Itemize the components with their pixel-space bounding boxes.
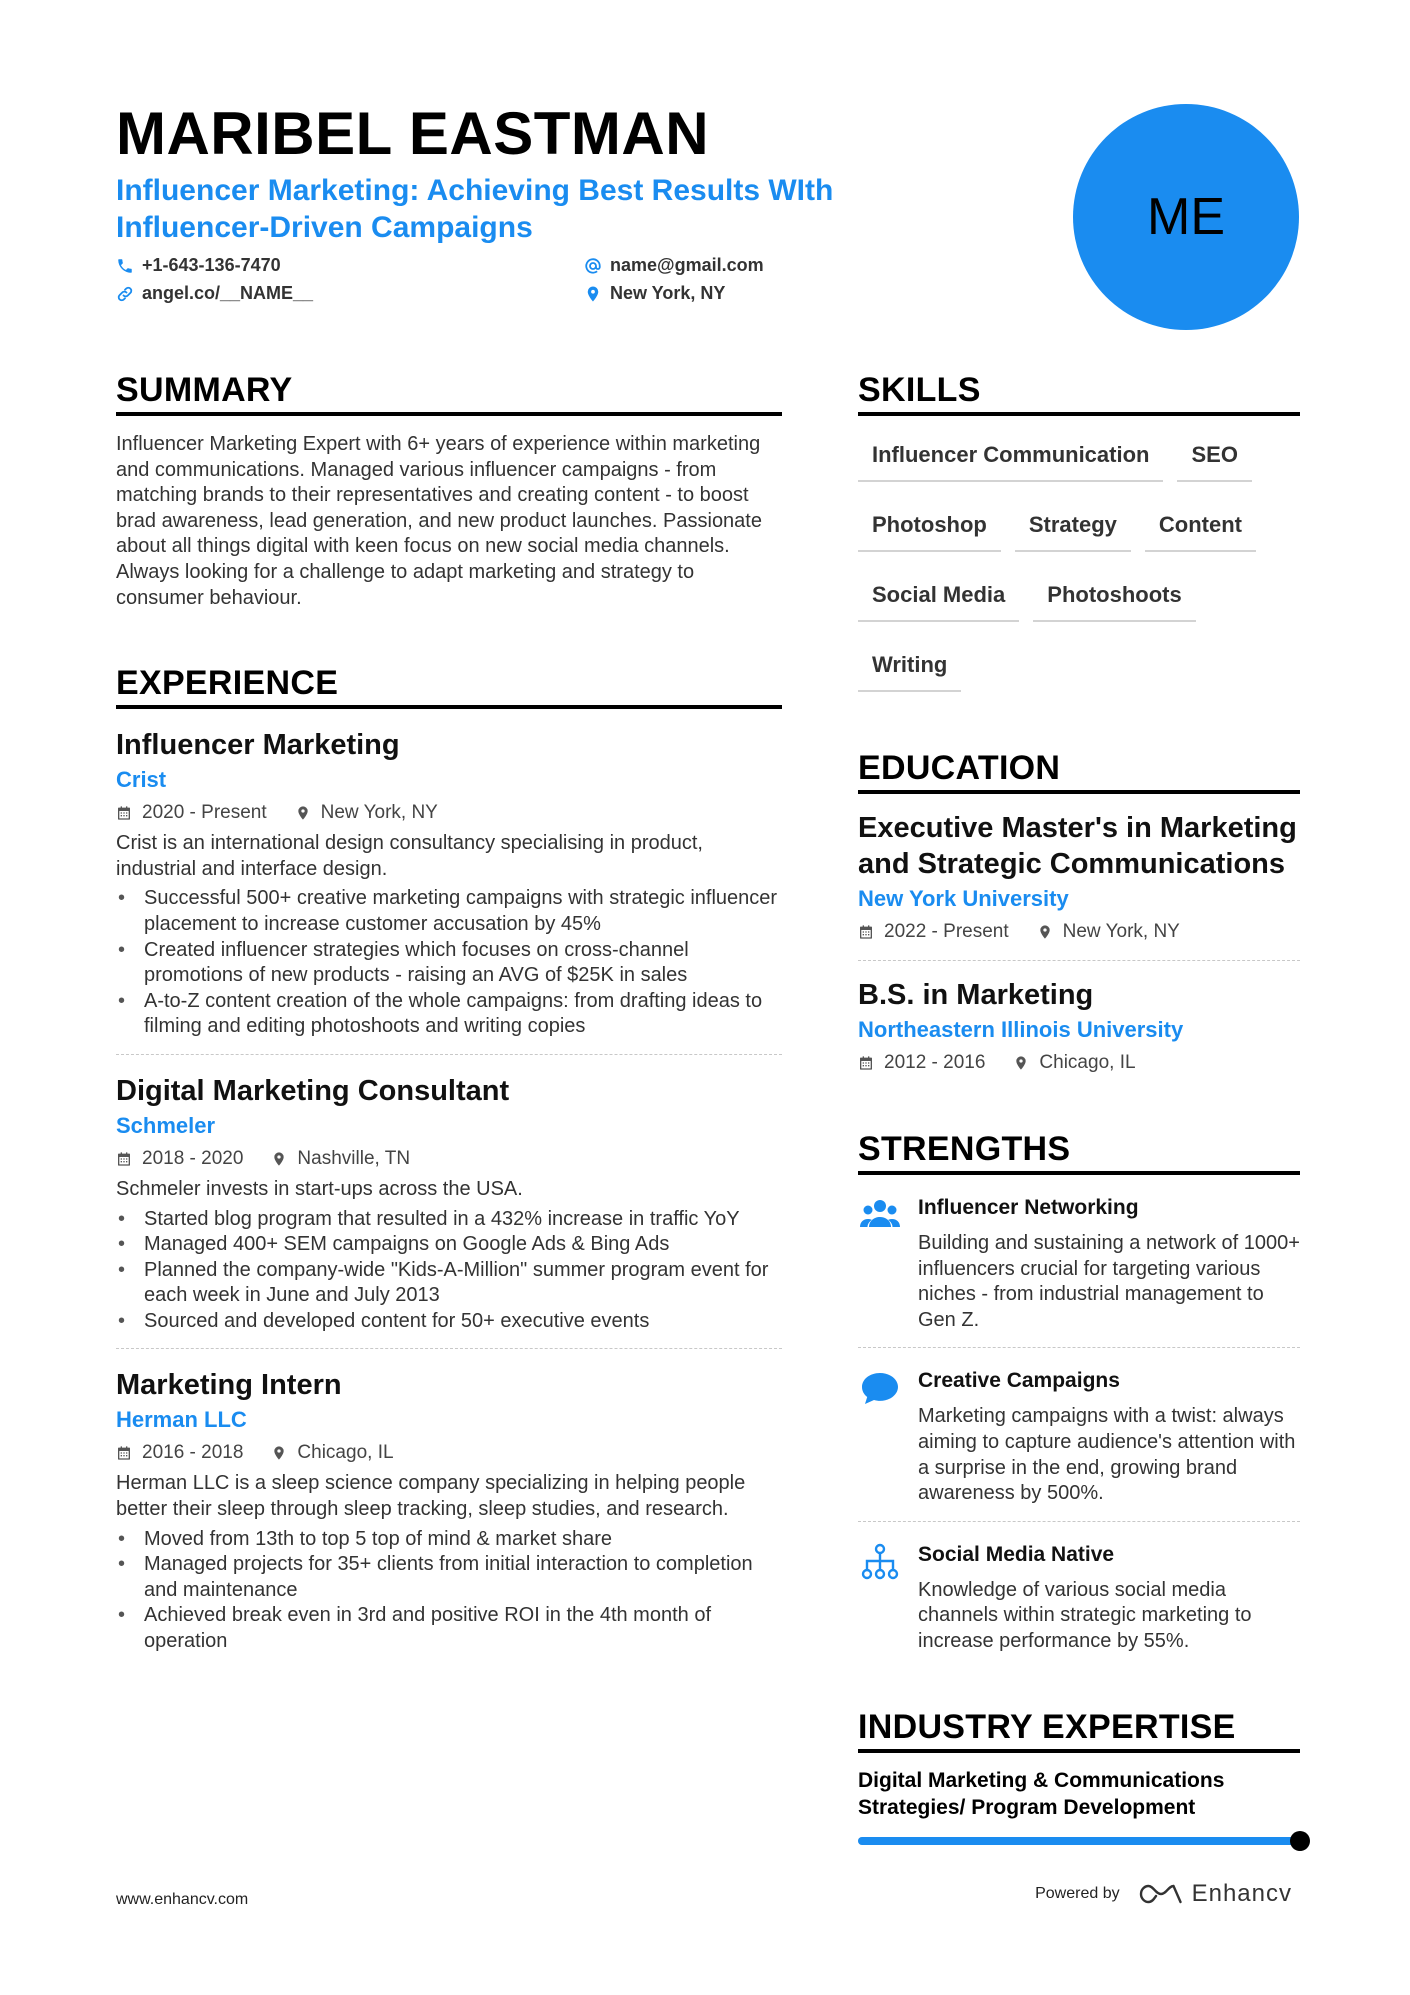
- location-text: New York, NY: [320, 802, 438, 824]
- experience-list: [116, 709, 782, 1668]
- date-range: [858, 918, 1009, 946]
- date-range: [858, 1049, 985, 1077]
- candidate-name: MARIBEL EASTMAN: [116, 100, 710, 167]
- location-pin-icon: [1037, 924, 1053, 940]
- strength-description: Knowledge of various social media channels within strategic marketing to increase performance by 55%.: [918, 1578, 1252, 1652]
- expertise-level-bar: [858, 1837, 1300, 1845]
- footer-branding[interactable]: [1035, 1880, 1292, 1908]
- strength-description: Building and sustaining a network of 1000+ influencers crucial for targeting various niches - from industrial management to Gen Z.: [918, 1232, 1300, 1331]
- contact-link[interactable]: [116, 283, 313, 304]
- skills-title: SKILLS: [858, 370, 1300, 416]
- calendar-icon: [858, 1055, 874, 1071]
- skill-tag: SEO: [1177, 428, 1251, 482]
- location-pin-icon: [271, 1445, 287, 1461]
- at-icon: [584, 257, 602, 275]
- footer-site[interactable]: www.enhancv.com: [116, 1891, 249, 1908]
- expertise-label: Digital Marketing & Communications Strategies/ Program Development: [858, 1768, 1225, 1819]
- industry-expertise-list: [858, 1767, 1300, 1845]
- location-pin-icon: [584, 285, 602, 303]
- meta-row: [116, 1439, 782, 1467]
- job-title: Influencer Marketing: [116, 729, 400, 762]
- skill-tag: Content: [1145, 498, 1256, 552]
- date-text: 2012 - 2016: [884, 1052, 986, 1073]
- date-range: [116, 1145, 243, 1173]
- skill-tag: Influencer Communication: [858, 428, 1163, 482]
- skill-tag: Writing: [858, 638, 961, 692]
- location: [1013, 1049, 1135, 1077]
- strength-title: Social Media Native: [918, 1542, 1115, 1566]
- education-list: [858, 794, 1300, 1091]
- achievement-item: • Achieved break even in 3rd and positive ROI in the 4th month of operation: [116, 1603, 782, 1654]
- experience-entry: [116, 1349, 782, 1668]
- location: [271, 1439, 393, 1467]
- summary-section: [116, 370, 782, 611]
- achievement-item: • Started blog program that resulted in a 432% increase in traffic YoY: [116, 1207, 782, 1233]
- skill-tag: Strategy: [1015, 498, 1131, 552]
- location: [1037, 918, 1180, 946]
- skill-tag: Photoshop: [858, 498, 1001, 552]
- expertise-level-fill: [858, 1837, 1300, 1845]
- achievement-item: • Managed 400+ SEM campaigns on Google Ads & Bing Ads: [116, 1232, 782, 1258]
- achievement-item: • A-to-Z content creation of the whole campaigns: from drafting ideas to filming and editing photoshoots and writing copies: [116, 989, 782, 1040]
- expertise-entry: [858, 1767, 1300, 1845]
- location-text: Nashville, TN: [297, 1147, 411, 1169]
- experience-entry: [116, 1055, 782, 1350]
- enhancv-logo-icon: [1138, 1882, 1184, 1906]
- education-entry: [858, 794, 1300, 961]
- link-text: angel.co/__NAME__: [142, 283, 314, 303]
- job-title: Digital Marketing Consultant: [116, 1074, 510, 1107]
- enhancv-logo: [1138, 1880, 1292, 1908]
- contact-email[interactable]: [584, 255, 764, 276]
- meta-row: [858, 1049, 1300, 1077]
- left-column: [116, 370, 782, 1669]
- date-text: 2018 - 2020: [142, 1147, 244, 1169]
- location-text: New York, NY: [1062, 921, 1180, 942]
- strength-description: Marketing campaigns with a twist: always aiming to capture audience's attention with a surprise in the end, growing brand awareness by 500%.: [918, 1405, 1296, 1505]
- experience-section: [116, 663, 782, 1668]
- strength-title: Influencer Networking: [918, 1196, 1139, 1219]
- company-description: Crist is an international design consultancy specialising in product, industrial and interface design.: [116, 832, 703, 880]
- avatar-initials: ME: [1147, 188, 1225, 246]
- experience-entry: [116, 709, 782, 1055]
- industry-expertise-title: INDUSTRY EXPERTISE: [858, 1707, 1300, 1753]
- achievement-item: • Moved from 13th to top 5 top of mind & market share: [116, 1527, 782, 1553]
- achievement-item: • Successful 500+ creative marketing campaigns with strategic influencer placement to increase customer accusation by 45%: [116, 886, 782, 937]
- meta-row: [116, 1145, 782, 1173]
- achievement-item: • Sourced and developed content for 50+ executive events: [116, 1309, 782, 1335]
- calendar-icon: [116, 1151, 132, 1167]
- date-text: 2022 - Present: [884, 921, 1009, 942]
- location: [271, 1145, 410, 1173]
- phone-text: +1-643-136-7470: [142, 255, 281, 275]
- skills-section: [858, 370, 1300, 708]
- location-text: Chicago, IL: [297, 1442, 394, 1464]
- strength-entry: [858, 1522, 1300, 1669]
- phone-icon: [116, 257, 134, 275]
- location-text: New York, NY: [610, 283, 726, 303]
- summary-text: Influencer Marketing Expert with 6+ years of experience within marketing and communications. Managed various influencer campaigns - from matching brands to their representatives and creating content - to boost brad awareness, lead generation, and new product launches. Passionate about all things digital with keen focus on new social media channels. Always looking for a challenge to adapt marketing and strategy to consumer behaviour.: [116, 433, 762, 609]
- achievement-item: • Planned the company-wide "Kids-A-Million" summer program event for each week in June and July 2013: [116, 1258, 782, 1309]
- users-icon: [860, 1195, 900, 1235]
- location-pin-icon: [271, 1151, 287, 1167]
- company-description: Schmeler invests in start-ups across the USA.: [116, 1177, 523, 1200]
- date-range: [116, 1439, 243, 1467]
- school-name[interactable]: Northeastern Illinois University: [858, 1017, 1184, 1042]
- job-title: Marketing Intern: [116, 1369, 342, 1402]
- degree-title: B.S. in Marketing: [858, 979, 1094, 1011]
- achievement-list: [116, 1207, 782, 1335]
- speech-bubble-icon: [860, 1368, 900, 1408]
- avatar: [1073, 104, 1299, 330]
- link-icon: [116, 285, 134, 303]
- powered-by-text: Powered by: [1035, 1885, 1120, 1902]
- company-name[interactable]: Herman LLC: [116, 1407, 247, 1433]
- email-text: name@gmail.com: [610, 255, 764, 275]
- skills-list: [858, 428, 1300, 708]
- industry-expertise-section: [858, 1707, 1300, 1845]
- strength-title: Creative Campaigns: [918, 1369, 1120, 1393]
- strengths-section: [858, 1129, 1300, 1669]
- strength-entry: [858, 1348, 1300, 1521]
- brand-name: Enhancv: [1191, 1880, 1292, 1907]
- education-section: [858, 748, 1300, 1091]
- contact-location: [584, 283, 725, 304]
- date-range: [116, 799, 267, 827]
- expertise-level-knob: [1290, 1831, 1310, 1851]
- experience-title: EXPERIENCE: [116, 663, 782, 709]
- achievement-item: • Managed projects for 35+ clients from initial interaction to completion and maintenance: [116, 1552, 782, 1603]
- education-title: EDUCATION: [858, 748, 1300, 794]
- strength-entry: [858, 1175, 1300, 1348]
- education-entry: [858, 961, 1300, 1091]
- school-name[interactable]: New York University: [858, 886, 1069, 911]
- calendar-icon: [116, 805, 132, 821]
- date-text: 2016 - 2018: [142, 1442, 244, 1464]
- candidate-headline: Influencer Marketing: Achieving Best Results WIth Influencer-Driven Campaigns: [116, 174, 834, 244]
- contact-phone[interactable]: [116, 255, 281, 276]
- strengths-list: [858, 1175, 1300, 1669]
- location-pin-icon: [1013, 1055, 1029, 1071]
- strengths-title: STRENGTHS: [858, 1129, 1300, 1175]
- company-name[interactable]: Crist: [116, 767, 167, 793]
- achievement-list: [116, 886, 782, 1040]
- company-name[interactable]: Schmeler: [116, 1112, 216, 1138]
- calendar-icon: [858, 924, 874, 940]
- summary-title: SUMMARY: [116, 370, 782, 416]
- meta-row: [858, 918, 1300, 946]
- location-pin-icon: [295, 805, 311, 821]
- network-icon: [860, 1542, 900, 1582]
- degree-title: Executive Master's in Marketing and Strategic Communications: [858, 812, 1297, 880]
- achievement-item: • Created influencer strategies which focuses on cross-channel promotions of new products - raising an AVG of $25K in sales: [116, 938, 782, 989]
- skill-tag: Photoshoots: [1033, 568, 1195, 622]
- company-description: Herman LLC is a sleep science company specializing in helping people better their sleep through sleep tracking, sleep studies, and research.: [116, 1472, 746, 1521]
- skill-tag: Social Media: [858, 568, 1019, 622]
- calendar-icon: [116, 1445, 132, 1461]
- date-text: 2020 - Present: [142, 802, 267, 824]
- achievement-list: [116, 1527, 782, 1655]
- location: [295, 799, 438, 827]
- meta-row: [116, 799, 782, 827]
- right-column: [858, 370, 1300, 1845]
- location-text: Chicago, IL: [1039, 1052, 1136, 1073]
